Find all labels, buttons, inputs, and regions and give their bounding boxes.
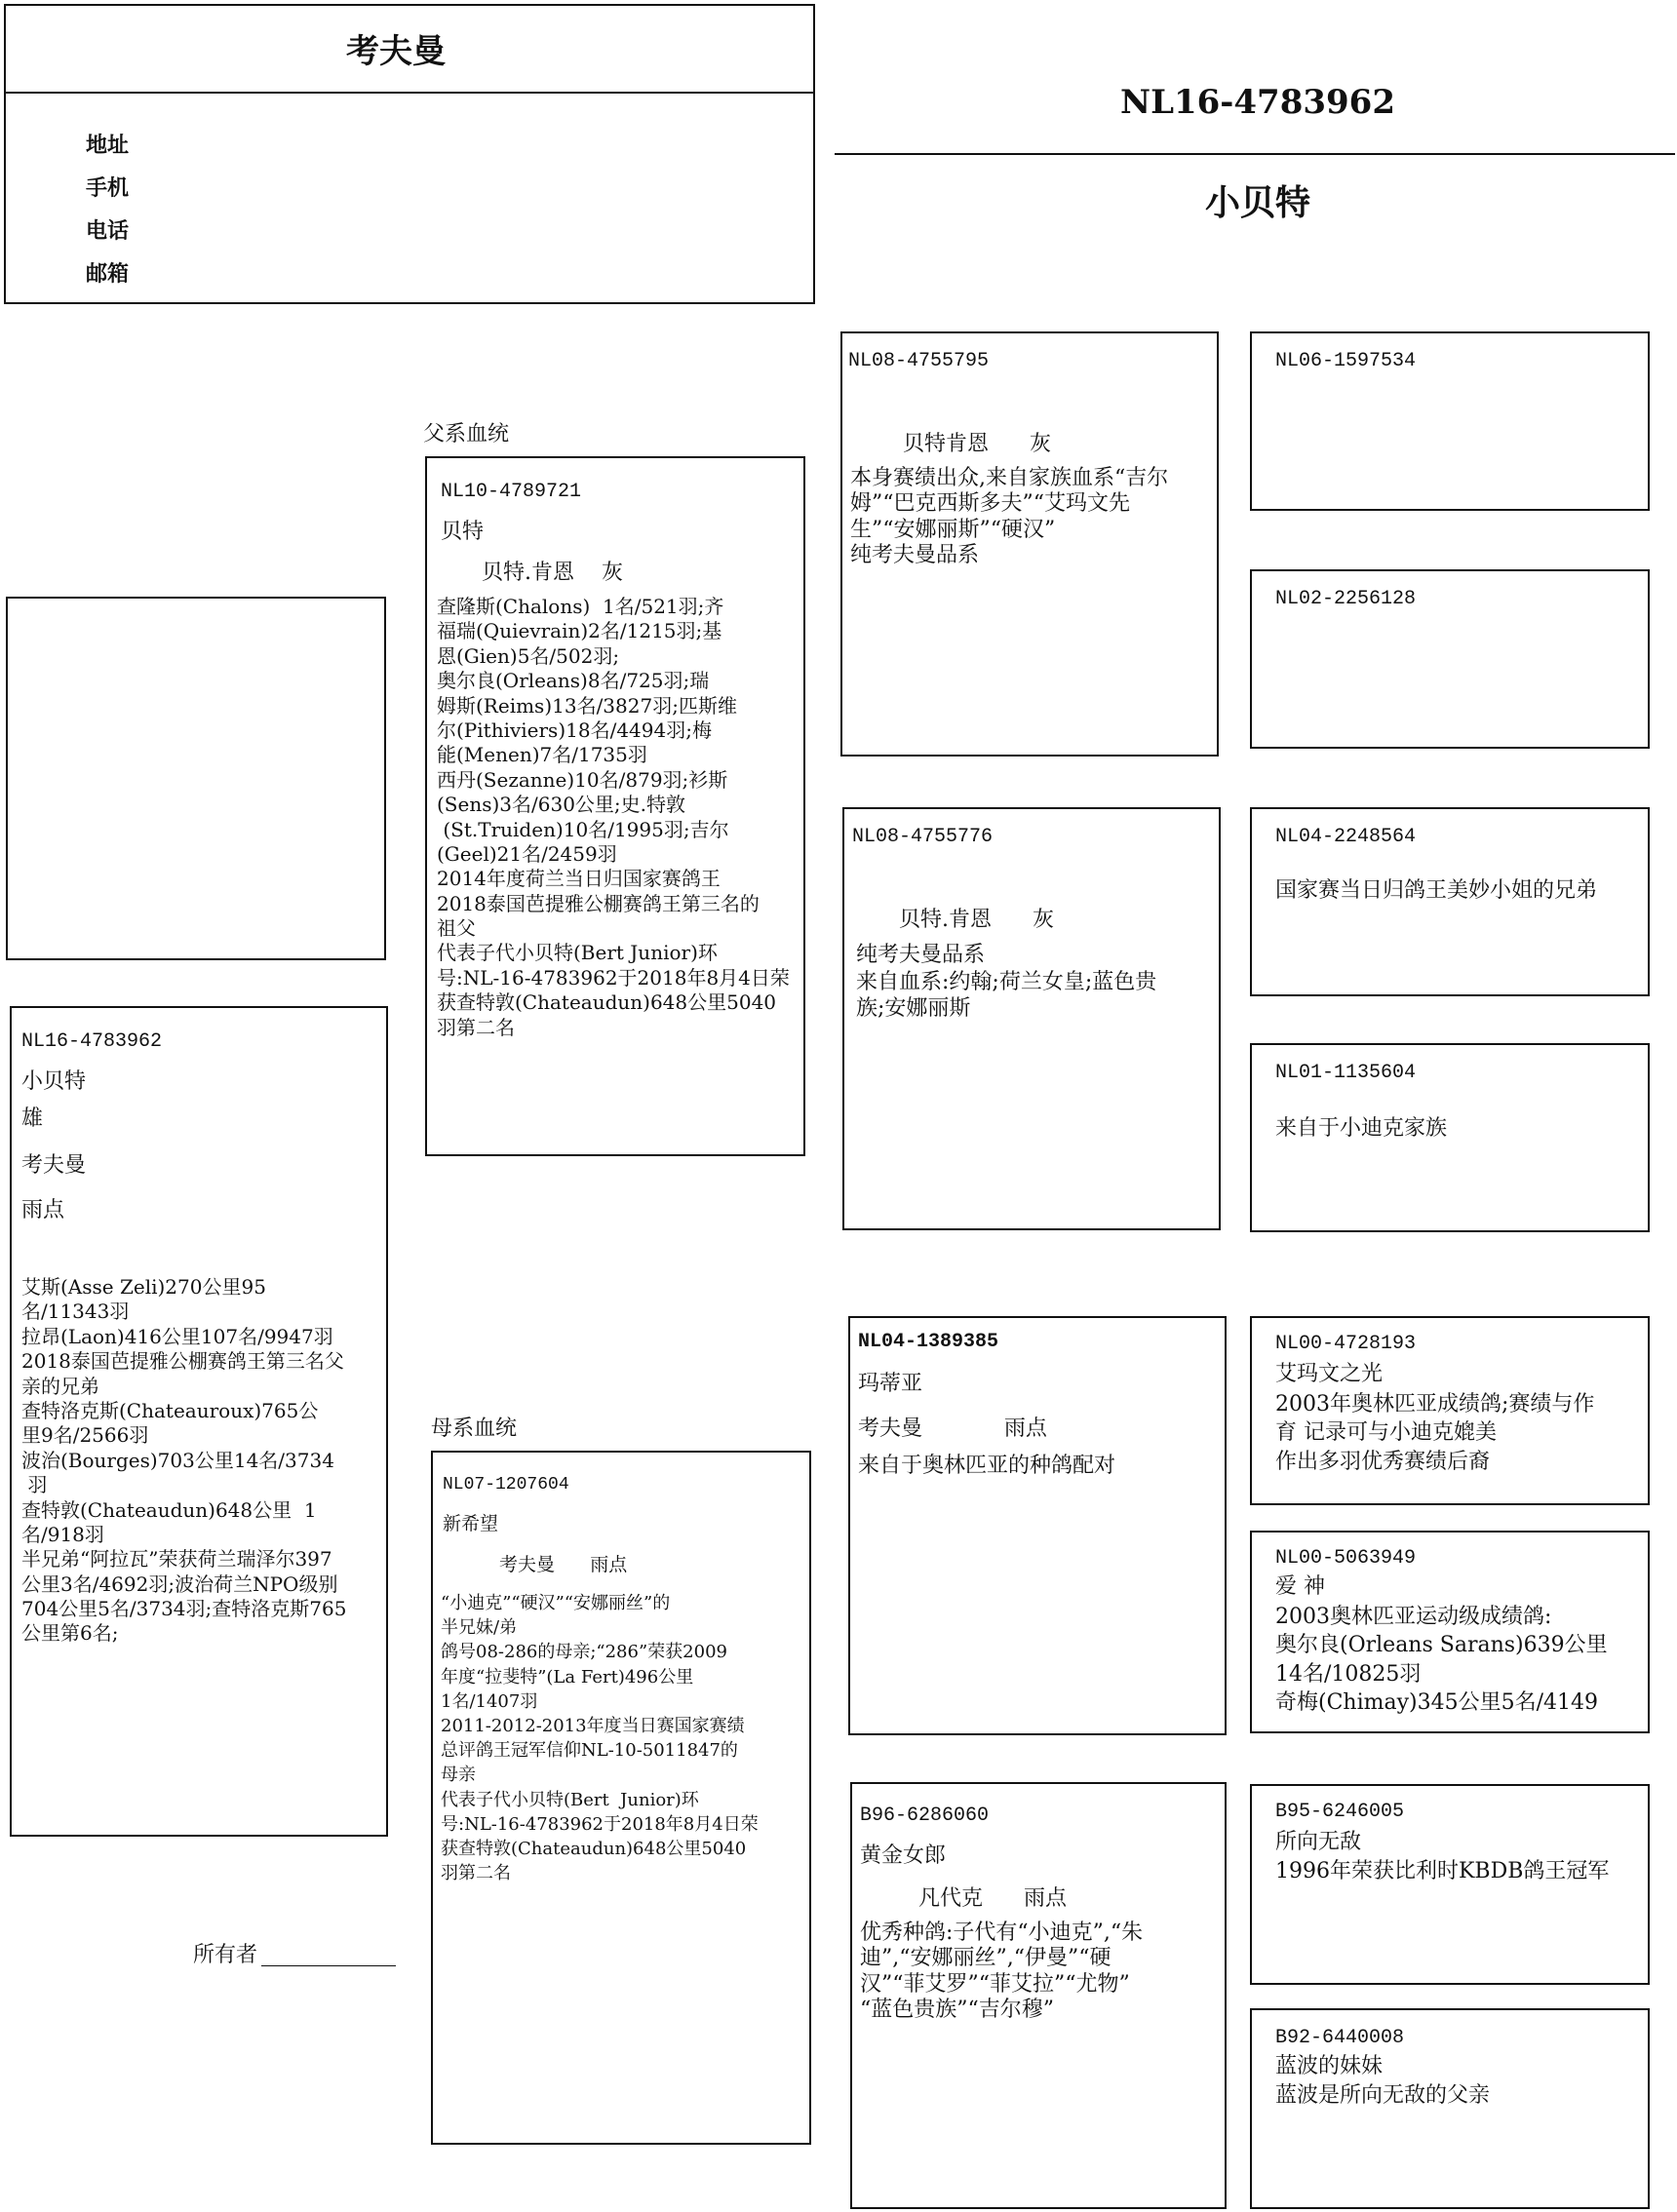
note-line: 总评鸽王冠军信仰NL-10-5011847的 xyxy=(441,1740,738,1762)
note-line: 获查特敦(Chateaudun)648公里5040 xyxy=(441,1838,747,1859)
note-line: 尔(Pithiviers)18名/4494羽;梅 xyxy=(437,718,712,742)
owner-signature-line xyxy=(261,1965,396,1966)
note-line: 2003年奥林匹亚成绩鸽;赛绩与作 xyxy=(1275,1392,1595,1416)
dam-sire-strain-color: 考夫曼 雨点 xyxy=(858,1416,1047,1441)
gg-card-6 xyxy=(1250,1531,1650,1733)
note-line: 14名/10825羽 xyxy=(1275,1661,1422,1687)
result-line: 羽 xyxy=(21,1473,48,1497)
note-line: 育 记录可与小迪克媲美 xyxy=(1275,1420,1497,1446)
note-line: (Sens)3名/630公里;史.特敦 xyxy=(437,793,686,817)
gg-card-3 xyxy=(1250,807,1650,996)
result-line: 波治(Bourges)703公里14名/3734 xyxy=(21,1448,334,1472)
gg-7-name: 所向无敌 xyxy=(1275,1830,1362,1854)
subject-color: 雨点 xyxy=(21,1198,65,1222)
gg-5-name: 艾玛文之光 xyxy=(1275,1362,1384,1386)
note-line: 羽第二名 xyxy=(437,1015,515,1039)
dam-name: 新希望 xyxy=(443,1513,499,1534)
note-line: 来自于奥林匹亚的种鸽配对 xyxy=(858,1454,1116,1478)
sire-ring: NL10-4789721 xyxy=(441,481,582,503)
note-line: “小迪克”“硬汉”“安娜丽丝”的 xyxy=(441,1593,671,1613)
result-line: 公里3名/4692羽;波治荷兰NPO级别 xyxy=(21,1572,338,1596)
dam-sire-ring: NL04-1389385 xyxy=(858,1331,999,1353)
gg-6-ring: NL00-5063949 xyxy=(1275,1547,1417,1570)
note-line: 1名/1407羽 xyxy=(441,1690,538,1712)
gg-7-ring: B95-6246005 xyxy=(1275,1801,1405,1823)
note-line: 年度“拉斐特”(La Fert)496公里 xyxy=(441,1666,694,1688)
gg-card-5 xyxy=(1250,1316,1650,1505)
note-line: 迪”,“安娜丽丝”,“伊曼”“硬 xyxy=(860,1946,1112,1971)
gg-6-name: 爱 神 xyxy=(1275,1574,1325,1599)
note-line: (St.Truiden)10名/1995羽;吉尔 xyxy=(437,817,729,841)
owner-field-email: 邮箱 xyxy=(86,261,130,287)
note-line: 作出多羽优秀赛绩后裔 xyxy=(1275,1449,1491,1474)
gg-8-ring: B92-6440008 xyxy=(1275,2027,1405,2049)
subject-ring: NL16-4783962 xyxy=(21,1030,163,1053)
gg-7-note: 1996年荣获比利时KBDB鸽王冠军 xyxy=(1275,1859,1610,1883)
sire-name: 贝特 xyxy=(441,520,485,544)
gg-6-notes xyxy=(1275,1603,1608,1717)
gg-5-notes xyxy=(1275,1390,1594,1476)
dam-dam-card xyxy=(850,1782,1227,2209)
note-line: 获查特敦(Chateaudun)648公里5040 xyxy=(437,990,777,1015)
gg-3-note: 国家赛当日归鸽王美妙小姐的兄弟 xyxy=(1275,878,1598,903)
note-line: 恩(Gien)5名/502羽; xyxy=(437,643,620,668)
result-line: 艾斯(Asse Zeli)270公里95 xyxy=(21,1275,266,1299)
gg-card-8 xyxy=(1250,2008,1650,2209)
dam-sire-card xyxy=(848,1316,1227,1735)
gg-4-note: 来自于小迪克家族 xyxy=(1275,1116,1448,1141)
gg-8-name: 蓝波的妹妹 xyxy=(1275,2054,1384,2078)
photo-frame xyxy=(6,597,386,960)
gg-8-note: 蓝波是所向无敌的父亲 xyxy=(1275,2083,1491,2108)
result-line: 2018泰国芭提雅公棚赛鸽王第三名父 xyxy=(21,1349,344,1374)
owner-field-phone: 电话 xyxy=(86,218,130,244)
note-line: 奇梅(Chimay)345公里5名/4149 xyxy=(1275,1689,1598,1715)
note-line: 2011-2012-2013年度当日赛国家赛绩 xyxy=(441,1715,745,1736)
note-line: 纯考夫曼品系 xyxy=(856,943,986,967)
note-line: 奥尔良(Orleans Sarans)639公里 xyxy=(1275,1633,1608,1658)
owner-signature-label: 所有者 xyxy=(193,1943,258,1967)
owner-field-address: 地址 xyxy=(86,133,130,158)
gg-5-ring: NL00-4728193 xyxy=(1275,1333,1417,1355)
result-line: 半兄弟“阿拉瓦”荣获荷兰瑞泽尔397 xyxy=(21,1547,332,1572)
gg-card-7 xyxy=(1250,1784,1650,1985)
subject-name: 小贝特 xyxy=(21,1069,87,1094)
note-line: 2014年度荷兰当日归国家赛鸽王 xyxy=(437,867,721,891)
gg-1-ring: NL06-1597534 xyxy=(1275,350,1417,372)
sire-dam-ring: NL08-4755776 xyxy=(852,826,994,848)
result-line: 名/11343羽 xyxy=(21,1300,130,1324)
note-line: 纯考夫曼品系 xyxy=(850,543,980,568)
sire-card xyxy=(425,456,805,1156)
note-line: 姆”“巴克西斯多夫”“艾玛文先 xyxy=(850,491,1130,517)
sire-sire-strain-color: 贝特肯恩 灰 xyxy=(903,432,1051,456)
owner-field-mobile: 手机 xyxy=(86,175,130,201)
sire-notes xyxy=(437,595,790,1040)
sire-dam-card xyxy=(842,807,1221,1230)
result-line: 名/918羽 xyxy=(21,1522,104,1546)
note-line: 生”“安娜丽斯”“硬汉” xyxy=(850,517,1056,542)
gg-2-ring: NL02-2256128 xyxy=(1275,588,1417,610)
header-divider xyxy=(835,153,1675,155)
gg-card-4 xyxy=(1250,1043,1650,1232)
subject-results xyxy=(21,1275,346,1647)
sire-sire-notes xyxy=(850,466,1168,569)
note-line: 姆斯(Reims)13名/3827羽;匹斯维 xyxy=(437,693,737,718)
gg-card-1 xyxy=(1250,331,1650,511)
dam-card xyxy=(431,1451,811,2145)
note-line: 2003奥林匹亚运动级成绩鸽: xyxy=(1275,1605,1552,1629)
header-name: 小贝特 xyxy=(1204,182,1310,223)
subject-breeder: 考夫曼 xyxy=(21,1153,87,1178)
dam-strain-color: 考夫曼 雨点 xyxy=(499,1554,628,1575)
sire-section-label: 父系血统 xyxy=(423,422,510,446)
dam-dam-notes xyxy=(860,1921,1143,2024)
note-line: 代表子代小贝特(Bert Junior)环 xyxy=(441,1789,699,1810)
note-line: 本身赛绩出众,来自家族血系“吉尔 xyxy=(850,466,1169,490)
note-line: 号:NL-16-4783962于2018年8月4日荣 xyxy=(437,965,790,990)
result-line: 704公里5名/3734羽;查特洛克斯765 xyxy=(21,1597,347,1621)
note-line: “蓝色贵族”“吉尔穆” xyxy=(860,1998,1054,2023)
owner-card xyxy=(4,4,815,304)
result-line: 查特洛克斯(Chateauroux)765公 xyxy=(21,1398,319,1422)
dam-notes xyxy=(441,1591,759,1885)
result-line: 里9名/2566羽 xyxy=(21,1423,149,1448)
sire-strain-color: 贝特.肯恩 灰 xyxy=(482,561,623,585)
result-line: 拉昂(Laon)416公里107名/9947羽 xyxy=(21,1324,333,1348)
note-line: 优秀种鸽:子代有“小迪克”,“朱 xyxy=(860,1921,1144,1945)
dam-ring: NL07-1207604 xyxy=(443,1475,569,1494)
note-line: (Geel)21名/2459羽 xyxy=(437,841,617,866)
owner-card-divider xyxy=(6,92,813,94)
note-line: 西丹(Sezanne)10名/879羽;衫斯 xyxy=(437,767,728,792)
note-line: 母亲 xyxy=(441,1765,476,1786)
dam-sire-name: 玛蒂亚 xyxy=(858,1372,923,1396)
gg-card-2 xyxy=(1250,569,1650,749)
gg-4-ring: NL01-1135604 xyxy=(1275,1062,1417,1084)
result-line: 查特敦(Chateaudun)648公里 1 xyxy=(21,1497,317,1522)
dam-dam-strain-color: 凡代克 雨点 xyxy=(918,1886,1067,1911)
note-line: 羽第二名 xyxy=(441,1863,511,1884)
note-line: 汉”“菲艾罗”“菲艾拉”“尤物” xyxy=(860,1971,1130,1997)
sire-dam-notes xyxy=(856,942,1156,1023)
note-line: 鸽号08-286的母亲;“286”荣获2009 xyxy=(441,1642,727,1663)
result-line: 亲的兄弟 xyxy=(21,1374,99,1398)
sire-sire-ring: NL08-4755795 xyxy=(848,350,990,372)
note-line: 查隆斯(Chalons) 1名/521羽;齐 xyxy=(437,595,724,618)
sire-dam-strain-color: 贝特.肯恩 灰 xyxy=(899,908,1054,932)
note-line: 半兄妹/弟 xyxy=(441,1617,518,1639)
note-line: 号:NL-16-4783962于2018年8月4日荣 xyxy=(441,1813,759,1835)
subject-sex: 雄 xyxy=(21,1106,44,1131)
note-line: 族;安娜丽斯 xyxy=(856,996,971,1021)
note-line: 祖父 xyxy=(437,916,476,941)
note-line: 福瑞(Quievrain)2名/1215羽;基 xyxy=(437,619,722,643)
note-line: 代表子代小贝特(Bert Junior)环 xyxy=(437,941,718,965)
owner-name: 考夫曼 xyxy=(346,32,446,71)
note-line: 奥尔良(Orleans)8名/725羽;瑞 xyxy=(437,669,710,693)
note-line: 来自血系:约翰;荷兰女皇;蓝色贵 xyxy=(856,969,1157,994)
result-line: 公里第6名; xyxy=(21,1621,119,1646)
note-line: 2018泰国芭提雅公棚赛鸽王第三名的 xyxy=(437,891,760,915)
subject-card xyxy=(10,1006,388,1837)
sire-sire-card xyxy=(840,331,1219,757)
note-line: 能(Menen)7名/1735羽 xyxy=(437,743,647,767)
dam-dam-name: 黄金女郎 xyxy=(860,1843,947,1868)
gg-3-ring: NL04-2248564 xyxy=(1275,826,1417,848)
dam-dam-ring: B96-6286060 xyxy=(860,1805,990,1827)
dam-sire-notes xyxy=(858,1449,1115,1479)
dam-section-label: 母系血统 xyxy=(431,1416,518,1441)
header-ring: NL16-4783962 xyxy=(1119,83,1395,122)
